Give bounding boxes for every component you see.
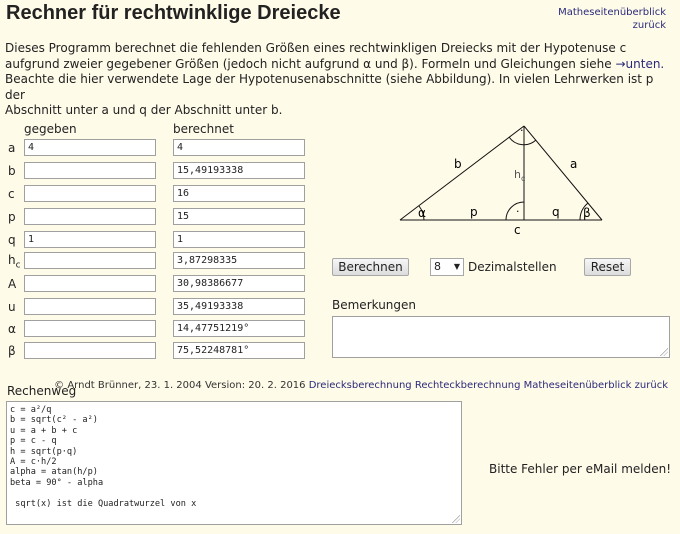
intro-line: Beachte die hier verwendete Lage der Hypotenusenabschnitte (siehe Abbildung). In vielen Lehrwerken ist p der [5,72,654,102]
right-angle-arc [509,137,536,145]
resize-handle-icon[interactable] [660,348,668,356]
label-c: c [8,187,15,201]
input-area-given[interactable] [24,275,156,292]
label-h-sub: c [15,260,21,271]
input-beta-given[interactable] [24,342,156,359]
triangle-calc-link[interactable]: Dreiecksberechnung [308,380,412,391]
label-q: q [8,233,16,247]
chevron-down-icon: ▼ [453,262,460,271]
intro-text-span: aufgrund zweier gegebener Größen (jedoch nicht aufgrund α und β). Formeln und Gleichungen siehe [5,56,616,71]
intro-line: Abschnitt unter a und q der Abschnitt unter b. [5,103,283,118]
label-area: A [8,277,17,291]
foot-right-angle-dot: · [516,205,520,218]
output-a[interactable]: 4 [173,139,305,156]
side-c-label: c [514,223,521,237]
input-q-given[interactable]: 1 [24,231,156,248]
decimals-label: Dezimalstellen [468,260,557,274]
decimals-select[interactable] [430,258,464,276]
label-b: b [8,164,16,178]
segment-q-label: q [552,205,560,219]
input-a-given[interactable]: 4 [24,139,156,156]
formulas-link[interactable]: →unten. [615,56,665,71]
intro-line: Dieses Programm berechnet die fehlenden Größen eines rechtwinkligen Dreiecks mit der Hypotenuse c [5,41,627,55]
output-p[interactable]: 15 [173,208,305,225]
computed-column-header: berechnet [173,122,234,136]
decimals-value: 8 [434,260,441,273]
page-title: Rechner für rechtwinklige Dreiecke [6,2,341,24]
steps-label: Rechenweg [7,384,77,398]
output-alpha[interactable]: 14,47751219° [173,320,305,337]
top-links [558,6,666,32]
label-beta: β [8,344,16,358]
remarks-textarea[interactable] [332,316,670,358]
back-link[interactable]: zurück [632,20,666,31]
beta-label: β [583,206,591,220]
input-c-given[interactable] [24,185,156,202]
label-perimeter: u [8,300,16,314]
alpha-label: α [418,206,426,220]
report-errors-text: Bitte Fehler per eMail melden! [489,462,672,476]
remarks-label: Bemerkungen [332,298,417,312]
intro-text [5,41,673,119]
overview-link-bottom[interactable]: Matheseitenüberblick [523,380,632,391]
credits [54,380,668,392]
label-alpha: α [8,322,16,336]
output-perimeter[interactable]: 35,49193338 [173,298,305,315]
height-sub: c [520,174,526,183]
top-right-angle-dot: · [520,124,524,137]
input-hc-given[interactable] [24,252,156,269]
output-hc[interactable]: 3,87298335 [173,252,305,269]
output-b[interactable]: 15,49193338 [173,162,305,179]
steps-text: c = a²/q b = sqrt(c² - a²) u = a + b + c p = c - q h = sqrt(p·q) A = c·h/2 alpha = atan(h/p) beta = 90° - alpha sqrt(x) ist die Quadratwurzel von x [10,405,197,509]
reset-button[interactable]: Reset [584,258,631,276]
input-perimeter-given[interactable] [24,298,156,315]
version-line: Version: 20. 2. 2016 [204,380,306,391]
input-alpha-given[interactable] [24,320,156,337]
steps-textarea[interactable] [6,401,462,525]
label-p: p [8,210,16,224]
height-letter: h [514,168,521,181]
foot-right-angle-arc [506,202,524,220]
side-a-label: a [570,157,578,171]
calculate-button[interactable]: Berechnen [332,258,409,276]
intro-line [5,57,673,73]
given-column-header: gegeben [24,122,77,136]
label-a: a [8,141,16,155]
triangle-diagram [396,118,616,238]
rectangle-calc-link[interactable]: Rechteckberechnung [414,380,521,391]
side-b-label: b [454,157,462,171]
segment-p-label: p [470,205,478,219]
resize-handle-icon[interactable] [452,515,460,523]
output-area[interactable]: 30,98386677 [173,275,305,292]
output-q[interactable]: 1 [173,231,305,248]
input-p-given[interactable] [24,208,156,225]
author-line: © Arndt Brünner, 23. 1. 2004 [54,380,202,391]
label-h: h [8,253,16,267]
output-beta[interactable]: 75,52248781° [173,342,305,359]
overview-link[interactable]: Matheseitenüberblick [558,7,666,18]
output-c[interactable]: 16 [173,185,305,202]
label-hc [8,253,22,270]
input-b-given[interactable] [24,162,156,179]
back-link-bottom[interactable]: zurück [634,380,668,391]
